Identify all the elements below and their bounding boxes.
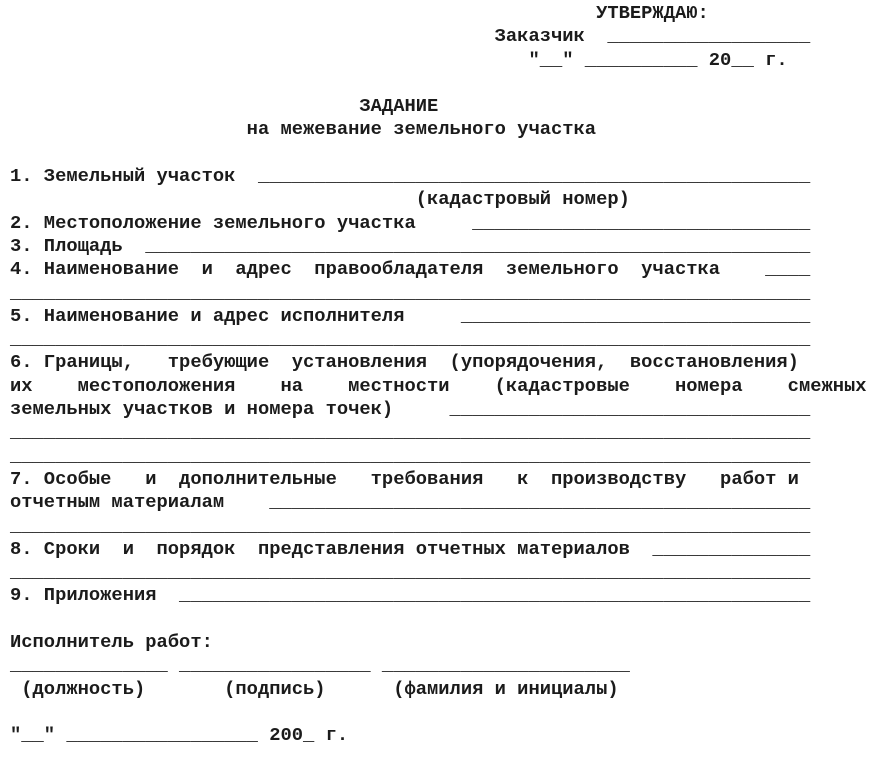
item-5: 5. Наименование и адрес исполнителя _______________________________	[10, 304, 811, 327]
doc-title: ЗАДАНИЕ	[10, 95, 439, 118]
blank-line-1	[10, 72, 873, 95]
item-1-caption: (кадастровый номер)	[10, 188, 630, 211]
doc-subtitle: на межевание земельного участка	[10, 118, 597, 141]
blank-line-3	[10, 608, 873, 631]
blank-line-2	[10, 142, 873, 165]
item-3: 3. Площадь ___________________________________________________________	[10, 234, 811, 257]
approval-label: УТВЕРЖДАЮ:	[10, 2, 709, 24]
fill-line-3: _______________________________________________________________________	[10, 421, 811, 444]
fill-line-4: _______________________________________________________________________	[10, 444, 811, 467]
item-6-line-1: 6. Границы, требующие установления (упорядочения, восстановления)	[10, 351, 799, 374]
approval-customer-line: Заказчик __________________	[10, 25, 811, 48]
approval-date-line: "__" __________ 20__ г.	[10, 48, 788, 71]
item-7-line-1: 7. Особые и дополнительные требования к производству работ и	[10, 467, 799, 490]
item-7-line-2: отчетным материалам ________________________________________________	[10, 491, 811, 514]
item-8: 8. Сроки и порядок представления отчетных материалов ______________	[10, 537, 811, 560]
item-1: 1. Земельный участок _________________________________________________	[10, 165, 811, 188]
executor-date-line: "__" _________________ 200_ г.	[10, 724, 349, 747]
item-6-line-2: их местоположения на местности (кадастровые номера смежных	[10, 374, 867, 397]
fill-line-2: _______________________________________________________________________	[10, 328, 811, 351]
signature-lines: ______________ _________________ ______________________	[10, 654, 630, 677]
item-4: 4. Наименование и адрес правообладателя земельного участка ____	[10, 258, 811, 281]
signature-captions: (должность) (подпись) (фамилия и инициалы)	[10, 677, 619, 700]
blank-line-4	[10, 701, 873, 724]
fill-line-1: _______________________________________________________________________	[10, 281, 811, 304]
item-6-line-3: земельных участков и номера точек) ________________________________	[10, 398, 811, 421]
executor-label: Исполнитель работ:	[10, 631, 213, 654]
fill-line-6: _______________________________________________________________________	[10, 561, 811, 584]
fill-line-5: _______________________________________________________________________	[10, 514, 811, 537]
item-2: 2. Местоположение земельного участка ______________________________	[10, 211, 811, 234]
item-9: 9. Приложения ________________________________________________________	[10, 584, 811, 607]
